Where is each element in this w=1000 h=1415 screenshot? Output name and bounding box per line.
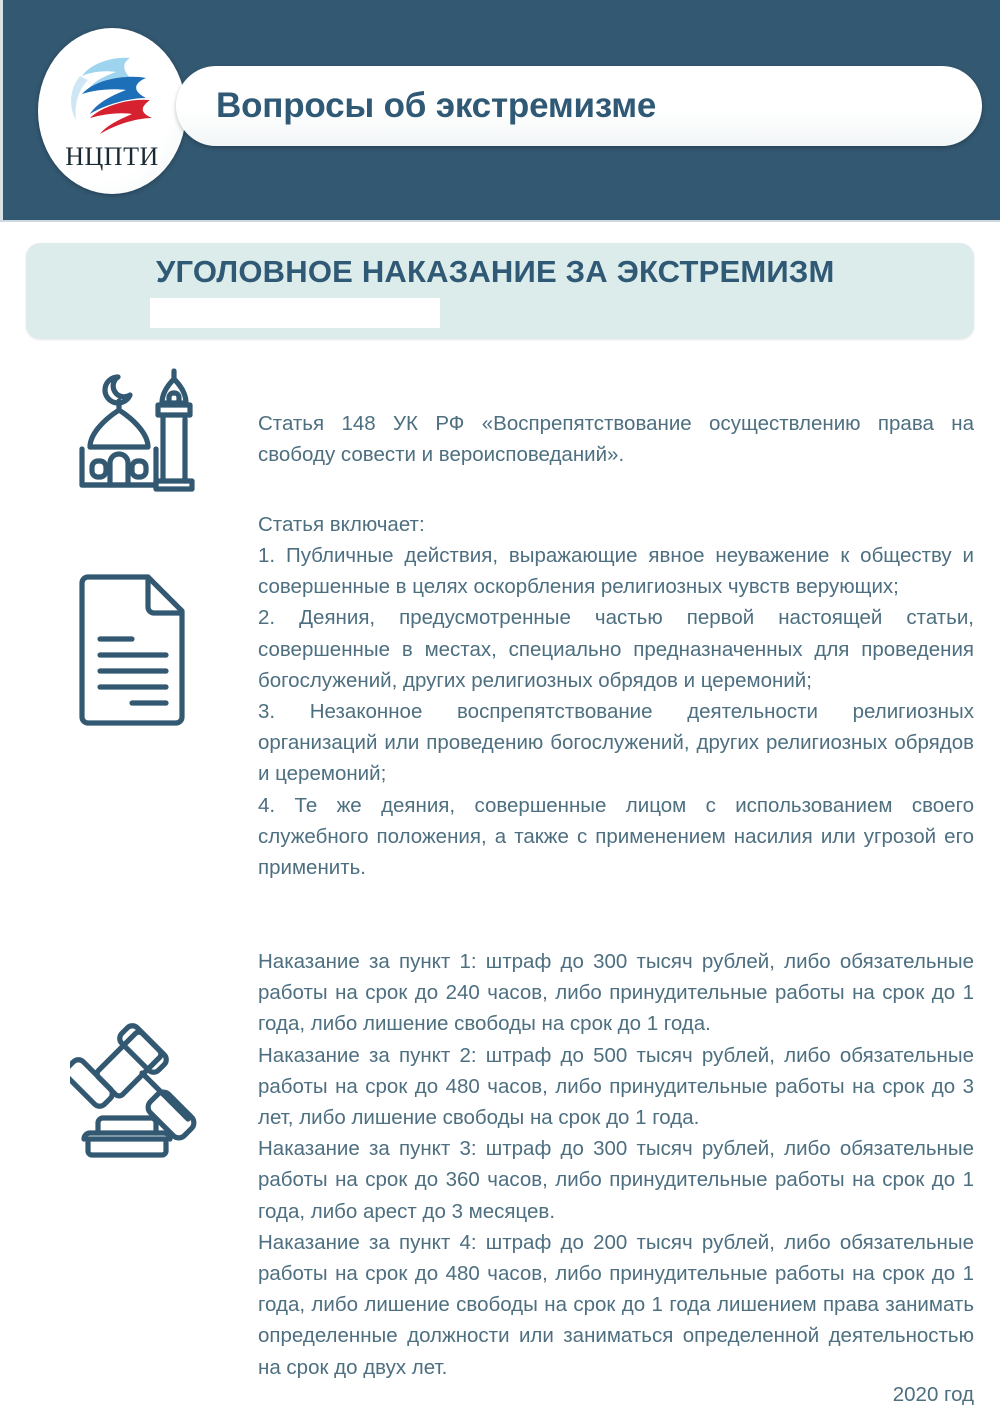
page-header	[0, 0, 1000, 222]
organization-logo	[38, 28, 186, 194]
gavel-icon	[70, 1011, 220, 1161]
article-items-list	[258, 540, 974, 883]
blank-redacted-field	[150, 298, 440, 328]
document-icon	[70, 567, 200, 735]
mosque-icon	[70, 357, 210, 497]
punishment-item-2: Наказание за пункт 2: штраф до 500 тысяч рублей, либо обязательные работы на срок до 480 часов, либо принудительные работы на срок до 3 лет, либо лишение свободы на срок до 1 года.	[258, 1043, 974, 1130]
article-title-paragraph: Статья 148 УК РФ «Воспрепятствование осуществлению права на свободу совести и вероисповеданий».	[258, 412, 974, 467]
article-item-4: 4. Те же деяния, совершенные лицом с использованием своего служебного положения, а также с применением насилия или угрозой его применить.	[258, 793, 974, 880]
article-item-2: 2. Деяния, предусмотренные частью первой настоящей статьи, совершенные в местах, специально предназначенных для проведения богослужений, других религиозных обрядов и церемоний;	[258, 606, 974, 692]
flame-ribbon-logo-icon	[60, 52, 164, 138]
punishment-item-3: Наказание за пункт 3: штраф до 300 тысяч рублей, либо обязательные работы на срок до 360 часов, либо принудительные работы на срок до 1 года, либо арест до 3 месяцев.	[258, 1137, 974, 1223]
punishment-item-4: Наказание за пункт 4: штраф до 200 тысяч рублей, либо обязательные работы на срок до 480 часов, либо принудительные работы на срок до 1 года, либо лишение свободы на срок до 1 года лишением права занимать определенные должности или заниматься определенной деятельностью на срок до двух лет.	[258, 1230, 974, 1379]
punishment-list	[258, 946, 974, 1383]
section-heading: УГОЛОВНОЕ НАКАЗАНИЕ ЗА ЭКСТРЕМИЗМ	[156, 254, 835, 289]
article-item-3: 3. Незаконное воспрепятствование деятельности религиозных организаций или проведению богослужений, других религиозных обрядов и церемоний;	[258, 700, 974, 786]
includes-label: Статья включает:	[258, 513, 425, 536]
year-footer: 2020 год	[892, 1383, 974, 1406]
page-title: Вопросы об экстремизме	[216, 86, 657, 125]
article-item-1: 1. Публичные действия, выражающие явное неуважение к обществу и совершенные в целях оскорбления религиозных чувств верующих;	[258, 544, 974, 599]
punishment-item-1: Наказание за пункт 1: штраф до 300 тысяч рублей, либо обязательные работы на срок до 240 часов, либо принудительные работы на срок до 1 года, либо лишение свободы на срок до 1 года.	[258, 950, 974, 1036]
section-heading-band	[26, 243, 974, 339]
title-pill	[176, 66, 982, 146]
logo-wordmark: НЦПТИ	[65, 142, 159, 171]
